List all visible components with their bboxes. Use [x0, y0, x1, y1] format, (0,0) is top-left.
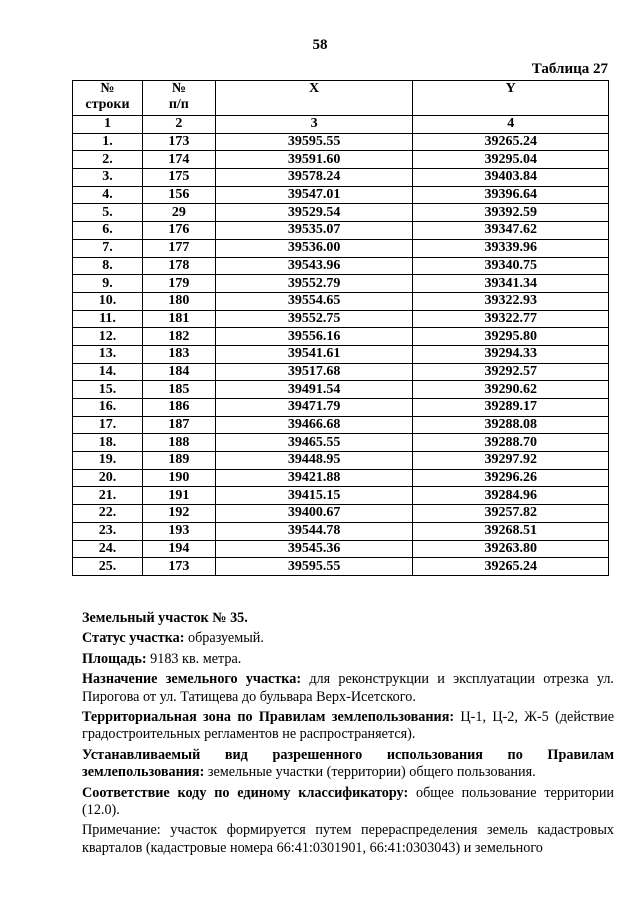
- y-coordinate-cell: 39339.96: [413, 239, 609, 257]
- x-coordinate-cell: 39471.79: [215, 399, 413, 417]
- x-coordinate-cell: 39541.61: [215, 345, 413, 363]
- table-row: [73, 204, 609, 222]
- note-line: [82, 822, 614, 857]
- y-coordinate-cell: 39263.80: [413, 540, 609, 558]
- table-row: [73, 434, 609, 452]
- area-line: [82, 651, 614, 668]
- table-row: [73, 328, 609, 346]
- y-coordinate-cell: 39295.80: [413, 328, 609, 346]
- row-number-cell: 18.: [73, 434, 143, 452]
- y-coordinate-cell: 39265.24: [413, 133, 609, 151]
- table-row: [73, 310, 609, 328]
- y-coordinate-cell: 39322.77: [413, 310, 609, 328]
- table-row: [73, 133, 609, 151]
- x-coordinate-cell: 39543.96: [215, 257, 413, 275]
- table-row: [73, 239, 609, 257]
- point-number-cell: 156: [142, 186, 215, 204]
- point-number-cell: 186: [142, 399, 215, 417]
- point-number-cell: 176: [142, 222, 215, 240]
- x-coordinate-cell: 39535.07: [215, 222, 413, 240]
- x-coordinate-cell: 39536.00: [215, 239, 413, 257]
- status-value: образуемый.: [184, 630, 264, 647]
- x-coordinate-cell: 39466.68: [215, 416, 413, 434]
- table-caption: Таблица 27: [531, 61, 608, 77]
- x-coordinate-cell: 39448.95: [215, 452, 413, 470]
- table-row: [73, 151, 609, 169]
- table-row: [73, 487, 609, 505]
- x-coordinate-cell: 39465.55: [215, 434, 413, 452]
- y-coordinate-cell: 39403.84: [413, 169, 609, 187]
- column-index-cell: 1: [73, 116, 143, 134]
- point-number-cell: 178: [142, 257, 215, 275]
- row-number-cell: 5.: [73, 204, 143, 222]
- point-number-cell: 180: [142, 292, 215, 310]
- table-row: [73, 169, 609, 187]
- point-number-cell: 183: [142, 345, 215, 363]
- column-index-cell: 3: [215, 116, 413, 134]
- y-coordinate-cell: 39288.08: [413, 416, 609, 434]
- table-row: [73, 186, 609, 204]
- table-row: [73, 381, 609, 399]
- x-coordinate-cell: 39545.36: [215, 540, 413, 558]
- row-number-cell: 2.: [73, 151, 143, 169]
- point-number-cell: 189: [142, 452, 215, 470]
- table-row: [73, 292, 609, 310]
- y-coordinate-cell: 39296.26: [413, 469, 609, 487]
- x-coordinate-cell: 39544.78: [215, 522, 413, 540]
- point-number-cell: 187: [142, 416, 215, 434]
- use-line: [82, 747, 614, 782]
- row-number-cell: 23.: [73, 522, 143, 540]
- header-row-number-line1: №: [100, 81, 115, 96]
- code-label: Соответствие коду по единому классификатору:: [82, 784, 409, 801]
- row-number-cell: 12.: [73, 328, 143, 346]
- use-value: земельные участки (территории) общего пользования.: [204, 764, 536, 781]
- zone-value: Ц-1, Ц-2, Ж-5 (действие градостроительных регламентов не распространяется).: [82, 709, 614, 743]
- y-coordinate-cell: 39292.57: [413, 363, 609, 381]
- point-number-cell: 173: [142, 133, 215, 151]
- point-number-cell: 193: [142, 522, 215, 540]
- row-number-cell: 7.: [73, 239, 143, 257]
- row-number-cell: 6.: [73, 222, 143, 240]
- point-number-cell: 194: [142, 540, 215, 558]
- table-row: [73, 363, 609, 381]
- table-row: [73, 416, 609, 434]
- row-number-cell: 21.: [73, 487, 143, 505]
- column-index-cell: 2: [142, 116, 215, 134]
- x-coordinate-cell: 39552.75: [215, 310, 413, 328]
- table-row: [73, 345, 609, 363]
- row-number-cell: 9.: [73, 275, 143, 293]
- y-coordinate-cell: 39290.62: [413, 381, 609, 399]
- table-row: [73, 540, 609, 558]
- y-coordinate-cell: 39297.92: [413, 452, 609, 470]
- table-row: [73, 469, 609, 487]
- column-index-cell: 4: [413, 116, 609, 134]
- plot-heading: Земельный участок № 35.: [82, 610, 248, 626]
- plot-heading-line: [82, 610, 614, 627]
- point-number-cell: 181: [142, 310, 215, 328]
- header-x-label: X: [309, 81, 320, 96]
- y-coordinate-cell: 39257.82: [413, 505, 609, 523]
- plot-description: [82, 610, 614, 860]
- table-header-row: [73, 81, 609, 116]
- y-coordinate-cell: 39289.17: [413, 399, 609, 417]
- header-point-number: [142, 81, 215, 116]
- table-row: [73, 399, 609, 417]
- x-coordinate-cell: 39595.55: [215, 133, 413, 151]
- x-coordinate-cell: 39547.01: [215, 186, 413, 204]
- row-number-cell: 15.: [73, 381, 143, 399]
- row-number-cell: 17.: [73, 416, 143, 434]
- header-point-number-line2: п/п: [168, 97, 189, 112]
- point-number-cell: 29: [142, 204, 215, 222]
- y-coordinate-cell: 39288.70: [413, 434, 609, 452]
- y-coordinate-cell: 39347.62: [413, 222, 609, 240]
- note-text: Примечание: участок формируется путем перераспределения земель кадастровых кварталов (кадастровые номера 66:41:0301901, 66:41:0303043) и земельного: [82, 822, 614, 856]
- table-row: [73, 558, 609, 576]
- row-number-cell: 20.: [73, 469, 143, 487]
- row-number-cell: 25.: [73, 558, 143, 576]
- row-number-cell: 4.: [73, 186, 143, 204]
- x-coordinate-cell: 39421.88: [215, 469, 413, 487]
- point-number-cell: 179: [142, 275, 215, 293]
- row-number-cell: 19.: [73, 452, 143, 470]
- y-coordinate-cell: 39322.93: [413, 292, 609, 310]
- y-coordinate-cell: 39294.33: [413, 345, 609, 363]
- x-coordinate-cell: 39517.68: [215, 363, 413, 381]
- x-coordinate-cell: 39595.55: [215, 558, 413, 576]
- point-number-cell: 192: [142, 505, 215, 523]
- code-line: [82, 785, 614, 820]
- status-label: Статус участка:: [82, 630, 185, 647]
- y-coordinate-cell: 39265.24: [413, 558, 609, 576]
- area-value: 9183 кв. метра.: [146, 650, 242, 667]
- row-number-cell: 13.: [73, 345, 143, 363]
- column-index-row: [73, 116, 609, 134]
- point-number-cell: 174: [142, 151, 215, 169]
- row-number-cell: 8.: [73, 257, 143, 275]
- table-row: [73, 452, 609, 470]
- use-label: Устанавливаемый вид разрешенного использования по Правилам землепользования:: [82, 746, 614, 781]
- y-coordinate-cell: 39268.51: [413, 522, 609, 540]
- purpose-value: для реконструкции и эксплуатации отрезка ул. Пирогова от ул. Татищева до бульвара Верх-Исетского.: [82, 671, 614, 705]
- row-number-cell: 3.: [73, 169, 143, 187]
- y-coordinate-cell: 39340.75: [413, 257, 609, 275]
- y-coordinate-cell: 39396.64: [413, 186, 609, 204]
- y-coordinate-cell: 39284.96: [413, 487, 609, 505]
- table-row: [73, 505, 609, 523]
- status-line: [82, 630, 614, 647]
- y-coordinate-cell: 39341.34: [413, 275, 609, 293]
- table-row: [73, 222, 609, 240]
- header-row-number-line2: строки: [85, 97, 130, 112]
- x-coordinate-cell: 39529.54: [215, 204, 413, 222]
- point-number-cell: 175: [142, 169, 215, 187]
- header-x: [215, 81, 413, 116]
- point-number-cell: 177: [142, 239, 215, 257]
- point-number-cell: 184: [142, 363, 215, 381]
- table-row: [73, 257, 609, 275]
- x-coordinate-cell: 39552.79: [215, 275, 413, 293]
- row-number-cell: 11.: [73, 310, 143, 328]
- y-coordinate-cell: 39295.04: [413, 151, 609, 169]
- header-row-number: [73, 81, 143, 116]
- purpose-label: Назначение земельного участка:: [82, 671, 302, 688]
- purpose-line: [82, 671, 614, 706]
- zone-label: Территориальная зона по Правилам землепользования:: [82, 709, 455, 726]
- area-label: Площадь:: [82, 650, 147, 667]
- y-coordinate-cell: 39392.59: [413, 204, 609, 222]
- x-coordinate-cell: 39400.67: [215, 505, 413, 523]
- table-row: [73, 275, 609, 293]
- header-point-number-line1: №: [171, 81, 186, 96]
- point-number-cell: 191: [142, 487, 215, 505]
- header-y-label: Y: [505, 81, 516, 96]
- row-number-cell: 16.: [73, 399, 143, 417]
- row-number-cell: 10.: [73, 292, 143, 310]
- row-number-cell: 24.: [73, 540, 143, 558]
- coordinates-table: [72, 80, 609, 576]
- zone-line: [82, 709, 614, 744]
- x-coordinate-cell: 39556.16: [215, 328, 413, 346]
- point-number-cell: 190: [142, 469, 215, 487]
- x-coordinate-cell: 39491.54: [215, 381, 413, 399]
- row-number-cell: 14.: [73, 363, 143, 381]
- x-coordinate-cell: 39578.24: [215, 169, 413, 187]
- point-number-cell: 182: [142, 328, 215, 346]
- page-number: 58: [312, 37, 328, 53]
- row-number-cell: 22.: [73, 505, 143, 523]
- point-number-cell: 173: [142, 558, 215, 576]
- x-coordinate-cell: 39591.60: [215, 151, 413, 169]
- point-number-cell: 188: [142, 434, 215, 452]
- x-coordinate-cell: 39415.15: [215, 487, 413, 505]
- header-y: [413, 81, 609, 116]
- x-coordinate-cell: 39554.65: [215, 292, 413, 310]
- point-number-cell: 185: [142, 381, 215, 399]
- row-number-cell: 1.: [73, 133, 143, 151]
- table-row: [73, 522, 609, 540]
- code-value: общее пользование территории (12.0).: [82, 784, 615, 819]
